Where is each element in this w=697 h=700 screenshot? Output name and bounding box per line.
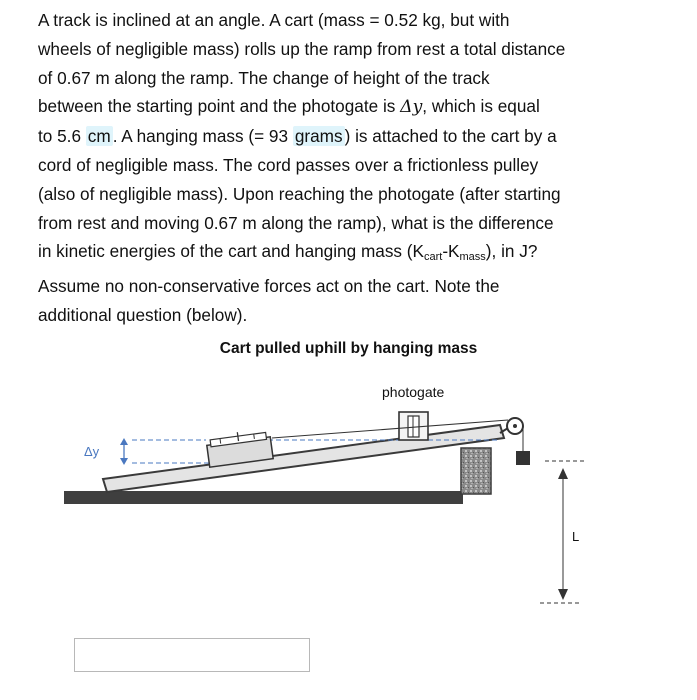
delta-y-symbol: Δy: [400, 97, 423, 118]
text-segment: , which is equal: [422, 96, 540, 117]
answer-input[interactable]: [74, 638, 310, 672]
text-segment: . A hanging mass (= 93: [112, 126, 293, 147]
text-segment: to 5.6: [38, 126, 86, 147]
problem-line: of 0.67 m along the ramp. The change of height of the track: [38, 67, 490, 88]
problem-line: additional question (below).: [38, 304, 248, 325]
delta-y-label: Δy: [84, 444, 100, 459]
problem-line: (also of negligible mass). Upon reaching the photogate (after starting: [38, 183, 561, 204]
subscript-mass: mass: [459, 251, 486, 264]
length-label: L: [572, 529, 580, 544]
hanging-mass: [516, 451, 530, 465]
text-segment: between the starting point and the photogate is: [38, 96, 401, 117]
text-segment: -K: [442, 241, 460, 262]
inclined-track: [103, 425, 504, 492]
problem-line: cord of negligible mass. The cord passes over a frictionless pulley: [38, 154, 539, 175]
text-segment: ) is attached to the cart by a: [344, 126, 557, 147]
unit-cm-highlight: cm: [87, 126, 111, 147]
figure-title: Cart pulled uphill by hanging mass: [219, 340, 478, 357]
delta-y-arrow: [120, 438, 128, 465]
problem-line: wheels of negligible mass) rolls up the ramp from rest a total distance: [38, 38, 566, 59]
text-segment: in kinetic energies of the cart and hanging mass (K: [38, 241, 424, 262]
unit-grams-highlight: grams: [294, 126, 343, 147]
text-segment: ), in J?: [485, 241, 538, 262]
problem-line: from rest and moving 0.67 m along the ramp), what is the difference: [38, 212, 554, 233]
base-board: [64, 491, 463, 504]
problem-line: Assume no non-conservative forces act on the cart. Note the: [38, 276, 500, 297]
support-block: [461, 448, 491, 494]
subscript-cart: cart: [423, 251, 443, 264]
problem-line: A track is inclined at an angle. A cart (mass = 0.52 kg, but with: [38, 10, 510, 30]
photogate-label: photogate: [382, 384, 445, 400]
